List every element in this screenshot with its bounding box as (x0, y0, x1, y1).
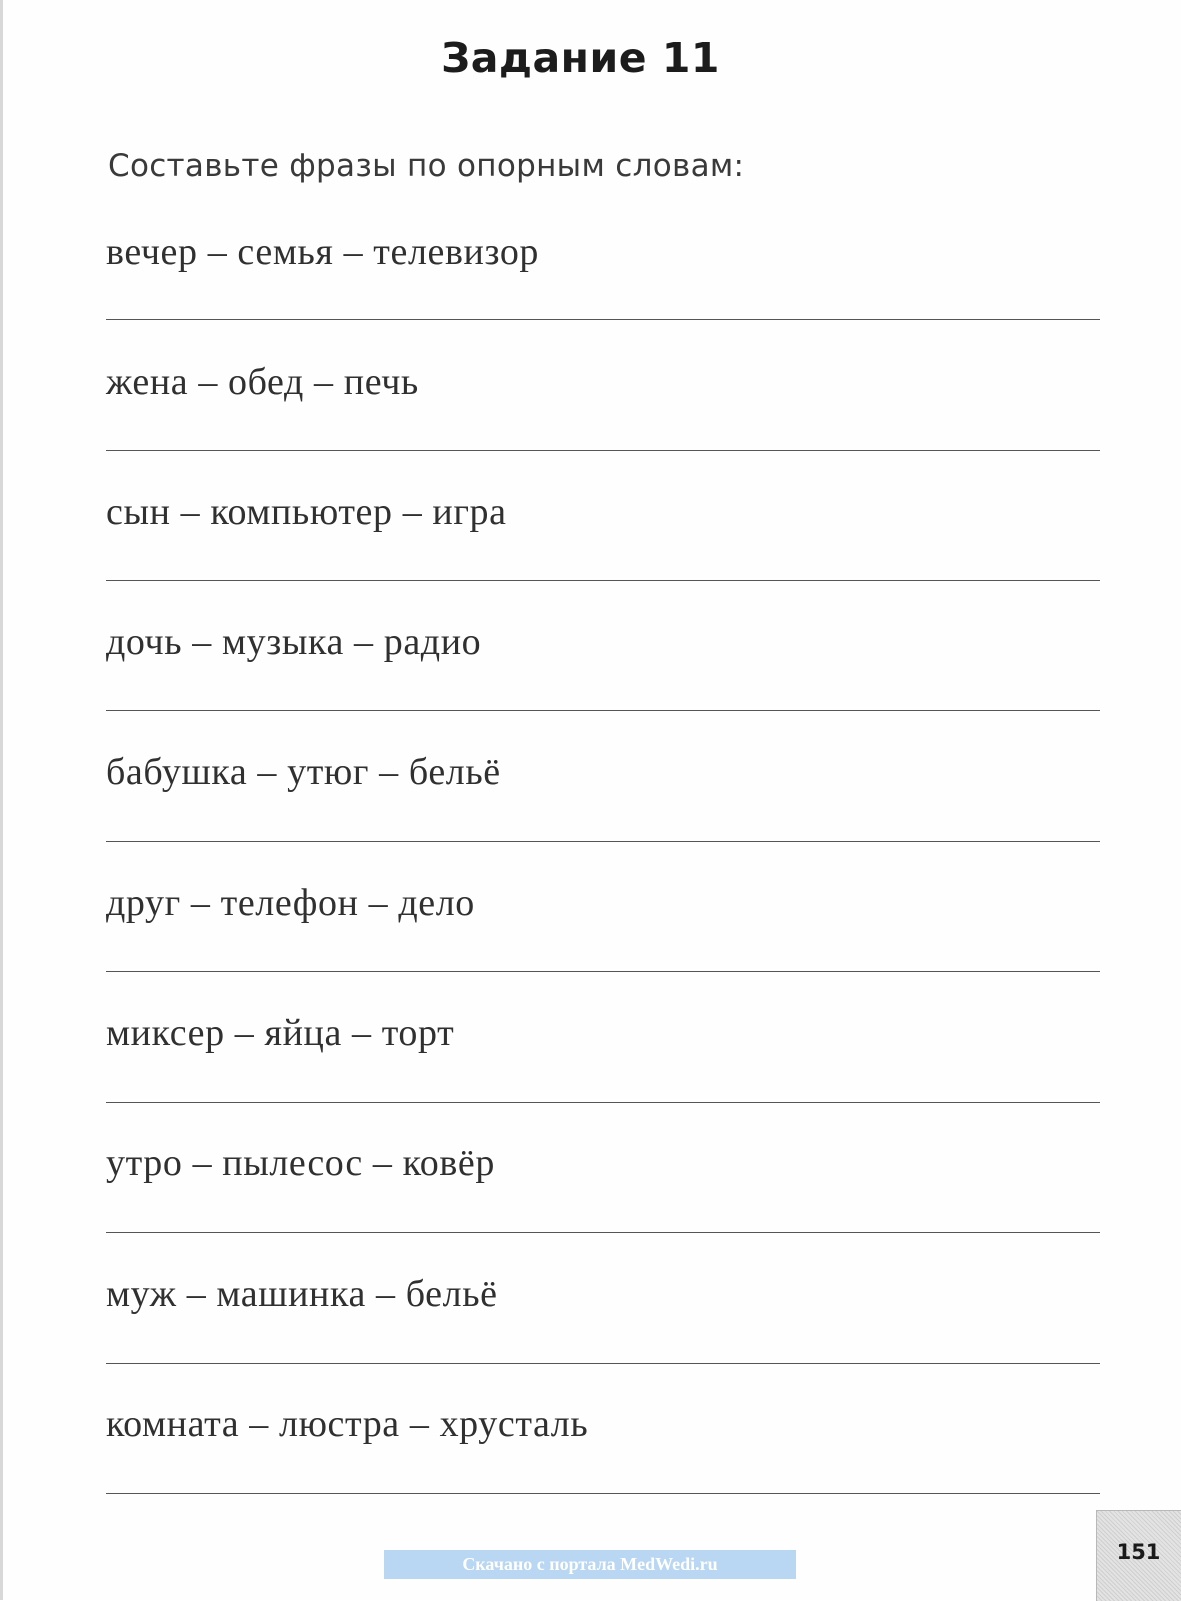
answer-line-9 (106, 1363, 1100, 1364)
answer-line-8 (106, 1232, 1100, 1233)
task-keywords-7: миксер – яйца – торт (106, 1012, 455, 1054)
task-keywords-10: комната – люстра – хрусталь (106, 1403, 589, 1445)
answer-line-4 (106, 710, 1100, 711)
page-title: Задание 11 (441, 34, 720, 82)
answer-line-2 (106, 450, 1100, 451)
task-keywords-6: друг – телефон – дело (106, 882, 475, 924)
answer-line-3 (106, 580, 1100, 581)
task-keywords-5: бабушка – утюг – бельё (106, 751, 501, 793)
task-keywords-8: утро – пылесос – ковёр (106, 1142, 495, 1184)
answer-line-1 (106, 319, 1100, 320)
answer-line-7 (106, 1102, 1100, 1103)
instruction-text: Составьте фразы по опорным словам: (108, 148, 745, 184)
answer-line-10 (106, 1493, 1100, 1494)
task-keywords-2: жена – обед – печь (106, 361, 419, 403)
task-keywords-1: вечер – семья – телевизор (106, 231, 540, 273)
task-keywords-4: дочь – музыка – радио (106, 621, 482, 663)
task-keywords-9: муж – машинка – бельё (106, 1273, 498, 1315)
page-number: 151 (1116, 1540, 1161, 1564)
answer-line-6 (106, 971, 1100, 972)
watermark-banner: Скачано с портала MedWedi.ru (384, 1550, 796, 1579)
page-edge (0, 0, 3, 1600)
answer-line-5 (106, 841, 1100, 842)
task-keywords-3: сын – компьютер – игра (106, 491, 507, 533)
